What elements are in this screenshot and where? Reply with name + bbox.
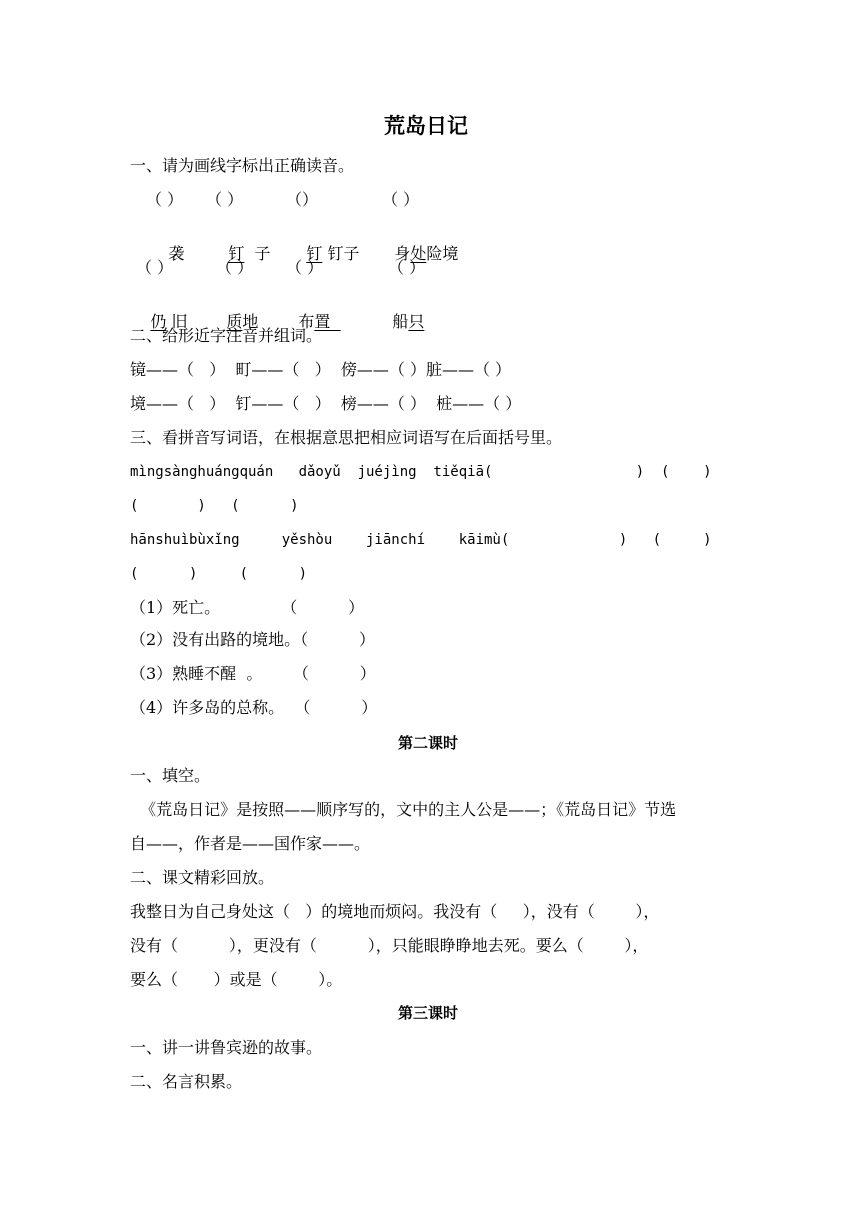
- paren-blank: （ ）: [206, 190, 244, 209]
- underlined-char: 只: [408, 312, 425, 331]
- similar-chars-row: 境——（ ） 钉——（ ） 榜——（ ） 桩——（ ）: [130, 394, 522, 413]
- question-heading: 一、讲一讲鲁宾逊的故事。: [130, 1038, 323, 1057]
- paren-row: ( ) ( ): [130, 566, 308, 582]
- underlined-char: 处: [410, 244, 427, 263]
- question-heading: 一、填空。: [130, 766, 211, 785]
- question-heading: 二、名言积累。: [130, 1072, 243, 1091]
- word-item: 身处险境: [394, 244, 459, 263]
- document-title: 荒岛日记: [384, 114, 468, 138]
- word-item: 质地: [226, 312, 259, 331]
- paren-blank: （）: [286, 190, 319, 209]
- meaning-item: （1）死亡。 （ ）: [130, 598, 365, 617]
- word-item: 钉 钉子: [306, 244, 360, 263]
- paragraph-line: 自——，作者是——国作家——。: [130, 834, 371, 853]
- paren-blank: （ ）: [216, 258, 254, 277]
- underlined-char: 钉: [306, 244, 323, 263]
- pinyin-row: hānshuìbùxǐng yěshòu jiānchí kāimù( ) ( ): [130, 532, 712, 548]
- meaning-item: （3）熟睡不醒 。 （ ）: [130, 664, 376, 683]
- underlined-char: 质: [226, 312, 243, 331]
- lesson-3-heading: 第三课时: [398, 1004, 459, 1022]
- section-1-heading: 一、请为画线字标出正确读音。: [130, 156, 355, 175]
- paren-blank: （ ）: [146, 190, 184, 209]
- lesson-2-heading: 第二课时: [398, 734, 459, 752]
- paren-blank: （ ）: [388, 258, 426, 277]
- paren-blank: （ ）: [286, 258, 324, 277]
- paren-blank: （ ）: [136, 258, 174, 277]
- section-3-heading: 三、看拼音写词语，在根据意思把相应词语写在后面括号里。: [130, 428, 563, 447]
- underlined-char: 钉: [228, 244, 245, 263]
- question-heading: 二、课文精彩回放。: [130, 868, 275, 887]
- paren-blank: （ ）: [382, 190, 420, 209]
- word-item: 袭: [168, 244, 185, 263]
- paragraph-line: 要么（ ）或是（ ）。: [130, 970, 343, 989]
- underlined-char: 仍: [150, 312, 167, 331]
- paragraph-line: 我整日为自己身处这（ ）的境地而烦闷。我没有（ ），没有（ ），: [130, 902, 660, 921]
- paragraph-line: 没有（ ），更没有（ ），只能眼睁睁地去死。要么（ ），: [130, 936, 649, 955]
- section-2-heading: 二、给形近字注音并组词。: [130, 326, 323, 345]
- meaning-item: （4）许多岛的总称。 （ ）: [130, 698, 378, 717]
- paren-row: ( ) ( ): [130, 498, 299, 514]
- similar-chars-row: 镜——（ ） 町——（ ） 傍——（ ）脏——（ ）: [130, 360, 512, 379]
- pinyin-row: mìngsànghuángquán dǎoyǔ juéjìng tiěqiā( ) ( ): [130, 464, 712, 480]
- word-item: 仍 旧: [150, 312, 188, 331]
- underlined-char: 置: [314, 312, 341, 331]
- word-item: 钉 子: [228, 244, 271, 263]
- word-item: 船只: [392, 312, 425, 331]
- paragraph-line: 《荒岛日记》是按照——顺序写的，文中的主人公是——；《荒岛日记》节选: [130, 800, 677, 819]
- meaning-item: （2）没有出路的境地。（ ）: [130, 630, 376, 649]
- word-item: 布置: [298, 312, 341, 331]
